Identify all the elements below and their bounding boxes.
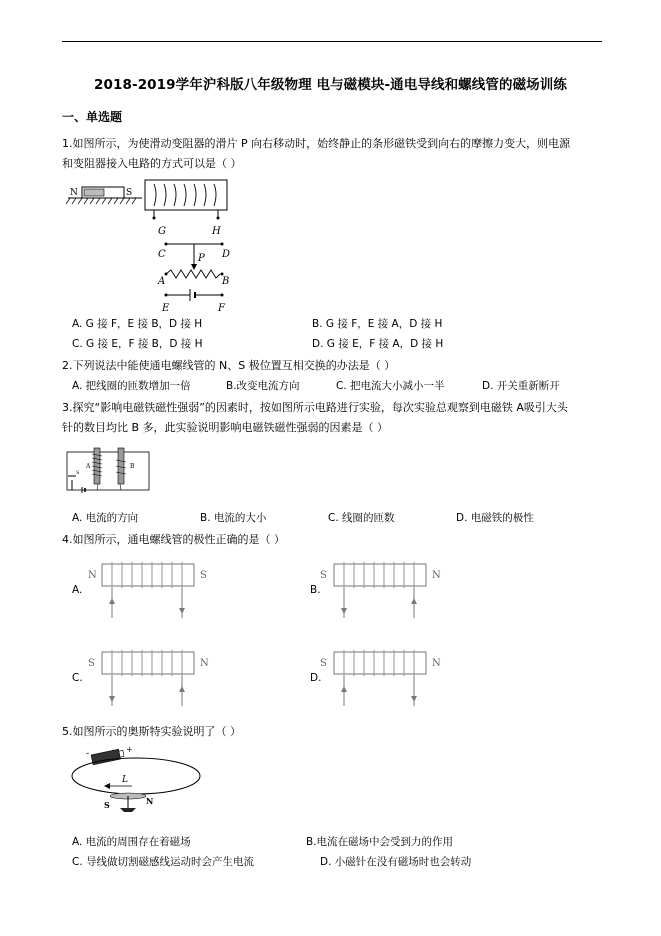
current-label: L <box>122 775 128 785</box>
q4-option-c-label[interactable]: C. <box>72 672 83 684</box>
q3-option-d[interactable]: D. 电磁铁的极性 <box>456 512 534 524</box>
pole-a-left: N <box>88 570 97 581</box>
page-title: 2018-2019学年沪科版八年级物理 电与磁模块-通电导线和螺线管的磁场训练 <box>94 77 567 93</box>
q1-figure <box>62 178 242 318</box>
pole-d-left: S <box>320 658 327 669</box>
q5-figure <box>66 746 206 816</box>
q1-option-d[interactable]: D. G 接 E，F 接 A，D 接 H <box>312 338 444 350</box>
q1-option-c[interactable]: C. G 接 E，F 接 B，D 接 H <box>72 338 203 350</box>
svg-text:S: S <box>76 470 80 476</box>
q4-option-b-label[interactable]: B. <box>310 584 321 596</box>
q2-option-b[interactable]: B.改变电流方向 <box>226 380 300 392</box>
label-a: A <box>158 276 166 287</box>
q4-solenoid-d <box>320 646 450 710</box>
label-p: P <box>198 253 205 264</box>
q3-option-c[interactable]: C. 线圈的匝数 <box>328 512 395 524</box>
q3-option-a[interactable]: A. 电流的方向 <box>72 512 139 524</box>
q2-option-a[interactable]: A. 把线圈的匝数增加一倍 <box>72 380 191 392</box>
magnet-s-label: S <box>126 188 133 198</box>
label-b: B <box>222 276 230 287</box>
needle-s-label: S <box>104 800 110 810</box>
svg-text:B: B <box>130 463 135 470</box>
q5-option-d[interactable]: D. 小磁针在没有磁场时也会转动 <box>320 856 472 868</box>
q3-figure <box>64 446 154 496</box>
pole-c-right: N <box>200 658 209 669</box>
pole-b-right: N <box>432 570 441 581</box>
q4-option-d-label[interactable]: D. <box>310 672 322 684</box>
q4-solenoid-c <box>88 646 218 710</box>
magnet-n-label: N <box>70 188 78 198</box>
battery-minus: - <box>86 749 90 759</box>
q5-option-c[interactable]: C. 导线做切割磁感线运动时会产生电流 <box>72 856 255 868</box>
svg-text:A: A <box>86 463 91 470</box>
q3-option-b[interactable]: B. 电流的大小 <box>200 512 267 524</box>
q1-stem-line1: 1.如图所示，为使滑动变阻器的滑片 P 向右移动时，始终静止的条形磁铁受到向右的摩擦力变大，则电源 <box>62 137 571 150</box>
pole-c-left: S <box>88 658 95 669</box>
header-rule <box>62 41 602 42</box>
label-h: H <box>212 226 221 237</box>
q2-option-d[interactable]: D. 开关重新断开 <box>482 380 560 392</box>
q4-stem: 4.如图所示，通电螺线管的极性正确的是（ ） <box>62 533 285 546</box>
q4-option-a-label[interactable]: A. <box>72 584 83 596</box>
q1-option-b[interactable]: B. G 接 F，E 接 A，D 接 H <box>312 318 443 330</box>
q3-stem-line2: 针的数目均比 B 多，此实验说明影响电磁铁磁性强弱的因素是（ ） <box>62 421 389 434</box>
q1-stem-line2: 和变阻器接入电路的方式可以是（ ） <box>62 157 242 170</box>
pole-b-left: S <box>320 570 327 581</box>
q5-option-a[interactable]: A. 电流的周围存在着磁场 <box>72 836 191 848</box>
label-e: E <box>162 303 170 314</box>
label-g: G <box>158 226 166 237</box>
label-c: C <box>158 249 166 260</box>
battery-plus: + <box>126 745 133 754</box>
needle-n-label: N <box>146 796 154 806</box>
q1-option-a[interactable]: A. G 接 F，E 接 B，D 接 H <box>72 318 203 330</box>
q4-solenoid-a <box>88 558 218 622</box>
q3-stem-line1: 3.探究“影响电磁铁磁性强弱”的因素时，按如图所示电路进行实验，每次实验总观察到电磁铁 A吸引大头 <box>62 401 568 414</box>
q4-solenoid-b <box>320 558 450 622</box>
label-f: F <box>218 303 225 314</box>
section-heading: 一、单选题 <box>62 110 123 124</box>
q5-stem: 5.如图所示的奥斯特实验说明了（ ） <box>62 725 241 738</box>
q5-option-b[interactable]: B.电流在磁场中会受到力的作用 <box>306 836 454 848</box>
label-d: D <box>222 249 231 260</box>
q2-option-c[interactable]: C. 把电流大小减小一半 <box>336 380 445 392</box>
pole-a-right: S <box>200 570 207 581</box>
q2-stem: 2.下列说法中能使通电螺线管的 N、S 极位置互相交换的办法是（ ） <box>62 359 396 372</box>
pole-d-right: N <box>432 658 441 669</box>
